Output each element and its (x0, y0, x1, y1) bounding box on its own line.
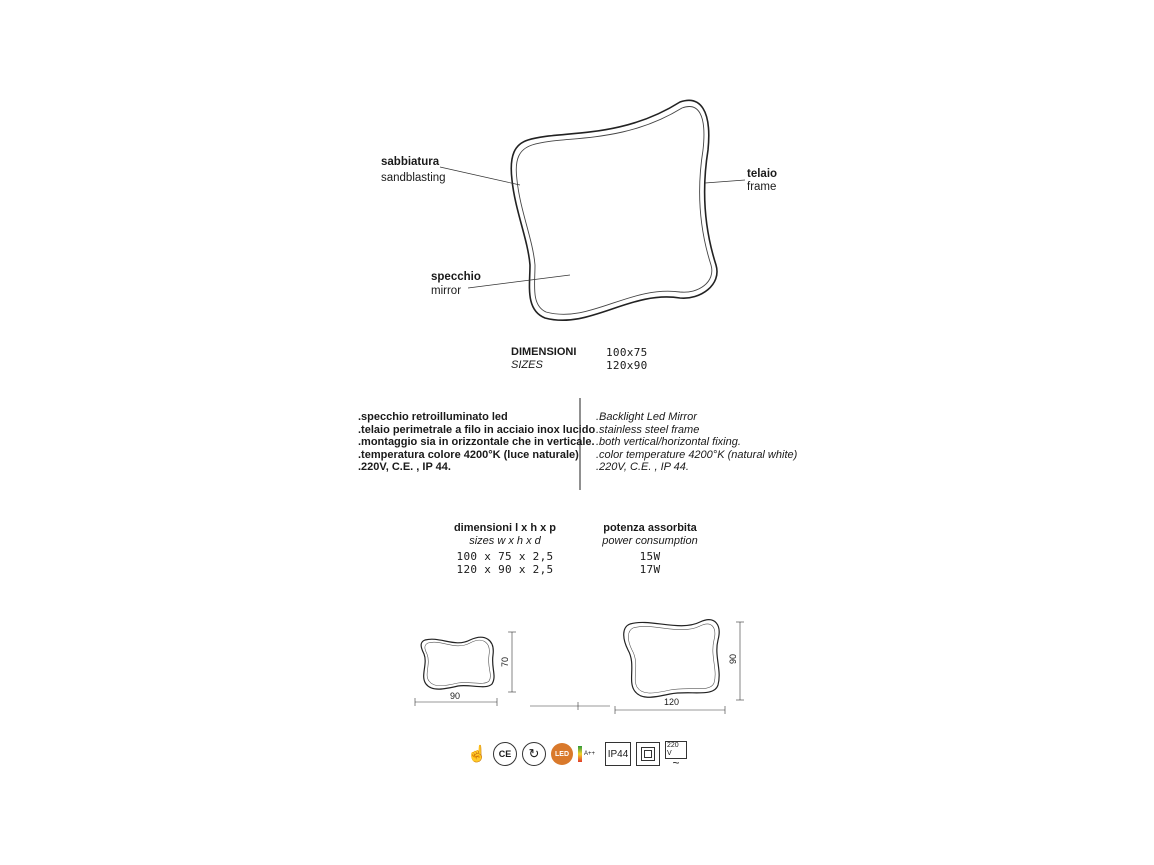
features-en (596, 411, 797, 474)
sabbiatura-leader (440, 167, 520, 185)
features-it (358, 411, 595, 474)
feature-it-line: .telaio perimetrale a filo in acciaio inox lucido (358, 423, 596, 436)
sizes-value: 120x90 (606, 359, 648, 372)
small-width-label: 90 (450, 691, 461, 701)
ip44-icon (605, 742, 631, 766)
feature-en-line: .220V, C.E. , IP 44. (596, 461, 689, 473)
power-header-en: power consumption (602, 534, 698, 547)
sizes-label-it: DIMENSIONI (511, 346, 577, 358)
telaio-leader (705, 180, 745, 183)
callout-specchio (431, 271, 481, 298)
touch-switch-icon: ☝ (467, 746, 487, 763)
energy-class-label: A++ (584, 751, 596, 757)
feature-en-line: .both vertical/horizontal fixing. (596, 436, 741, 448)
small-height-label: 70 (500, 656, 511, 668)
feature-en-line: .stainless steel frame (596, 423, 700, 436)
sizes-value: 100x75 (606, 346, 648, 359)
callout-telaio (747, 168, 777, 194)
power-header-it: potenza assorbita (603, 522, 697, 534)
callout-sabbiatura-en: sandblasting (381, 172, 446, 184)
ce-icon (493, 742, 517, 766)
power-row: 17W (639, 563, 661, 576)
feature-it-line: .montaggio sia in orizzontale che in verticale. (358, 436, 595, 448)
sizes-label-en: SIZES (511, 358, 543, 371)
feature-it-line: .temperatura colore 4200°K (luce naturale) (358, 448, 579, 461)
mirror-frame-inner (516, 107, 712, 315)
led-icon (551, 743, 573, 765)
large-width-label: 120 (664, 697, 680, 707)
large-mirror-outline (624, 620, 719, 698)
ip44-icon-label: IP44 (607, 748, 629, 760)
dim-row: 100 x 75 x 2,5 (456, 550, 554, 563)
dim-column (445, 522, 565, 576)
feature-en-line: .Backlight Led Mirror (596, 411, 697, 423)
small-mirror-outline (421, 637, 494, 689)
callout-telaio-en: frame (747, 181, 777, 193)
ac-tilde: ~ (672, 756, 680, 770)
feature-it-line: .specchio retroilluminato led (358, 411, 508, 423)
dim-header-it: dimensioni l x h x p (453, 522, 557, 534)
specchio-leader (468, 275, 570, 288)
callout-specchio-en: mirror (431, 285, 462, 297)
certification-icons (466, 742, 687, 770)
feature-en-line: .color temperature 4200°K (natural white) (596, 448, 798, 461)
dim-row: 120 x 90 x 2,5 (456, 563, 554, 576)
reversible-icon: ↻ (522, 742, 546, 766)
callout-sabbiatura-it: sabbiatura (381, 156, 440, 168)
callout-specchio-it: specchio (431, 271, 481, 283)
callout-telaio-it: telaio (747, 168, 778, 180)
ce-icon-label: CE (498, 749, 512, 759)
voltage-icon (665, 742, 687, 770)
feature-it-line: .220V, C.E. , IP 44. (358, 461, 451, 473)
large-height-label: 90 (728, 653, 739, 665)
dim-header-en: sizes w x h x d (469, 534, 541, 547)
voltage-label: 220 V (665, 741, 687, 759)
power-row: 15W (639, 550, 661, 563)
double-insulation-icon (636, 742, 660, 766)
callout-sabbiatura (381, 156, 446, 185)
power-column (590, 522, 710, 576)
led-icon-label: LED (555, 750, 569, 758)
sizes-values (606, 346, 648, 372)
energy-class-icon (578, 743, 600, 765)
sizes-label (511, 346, 576, 371)
